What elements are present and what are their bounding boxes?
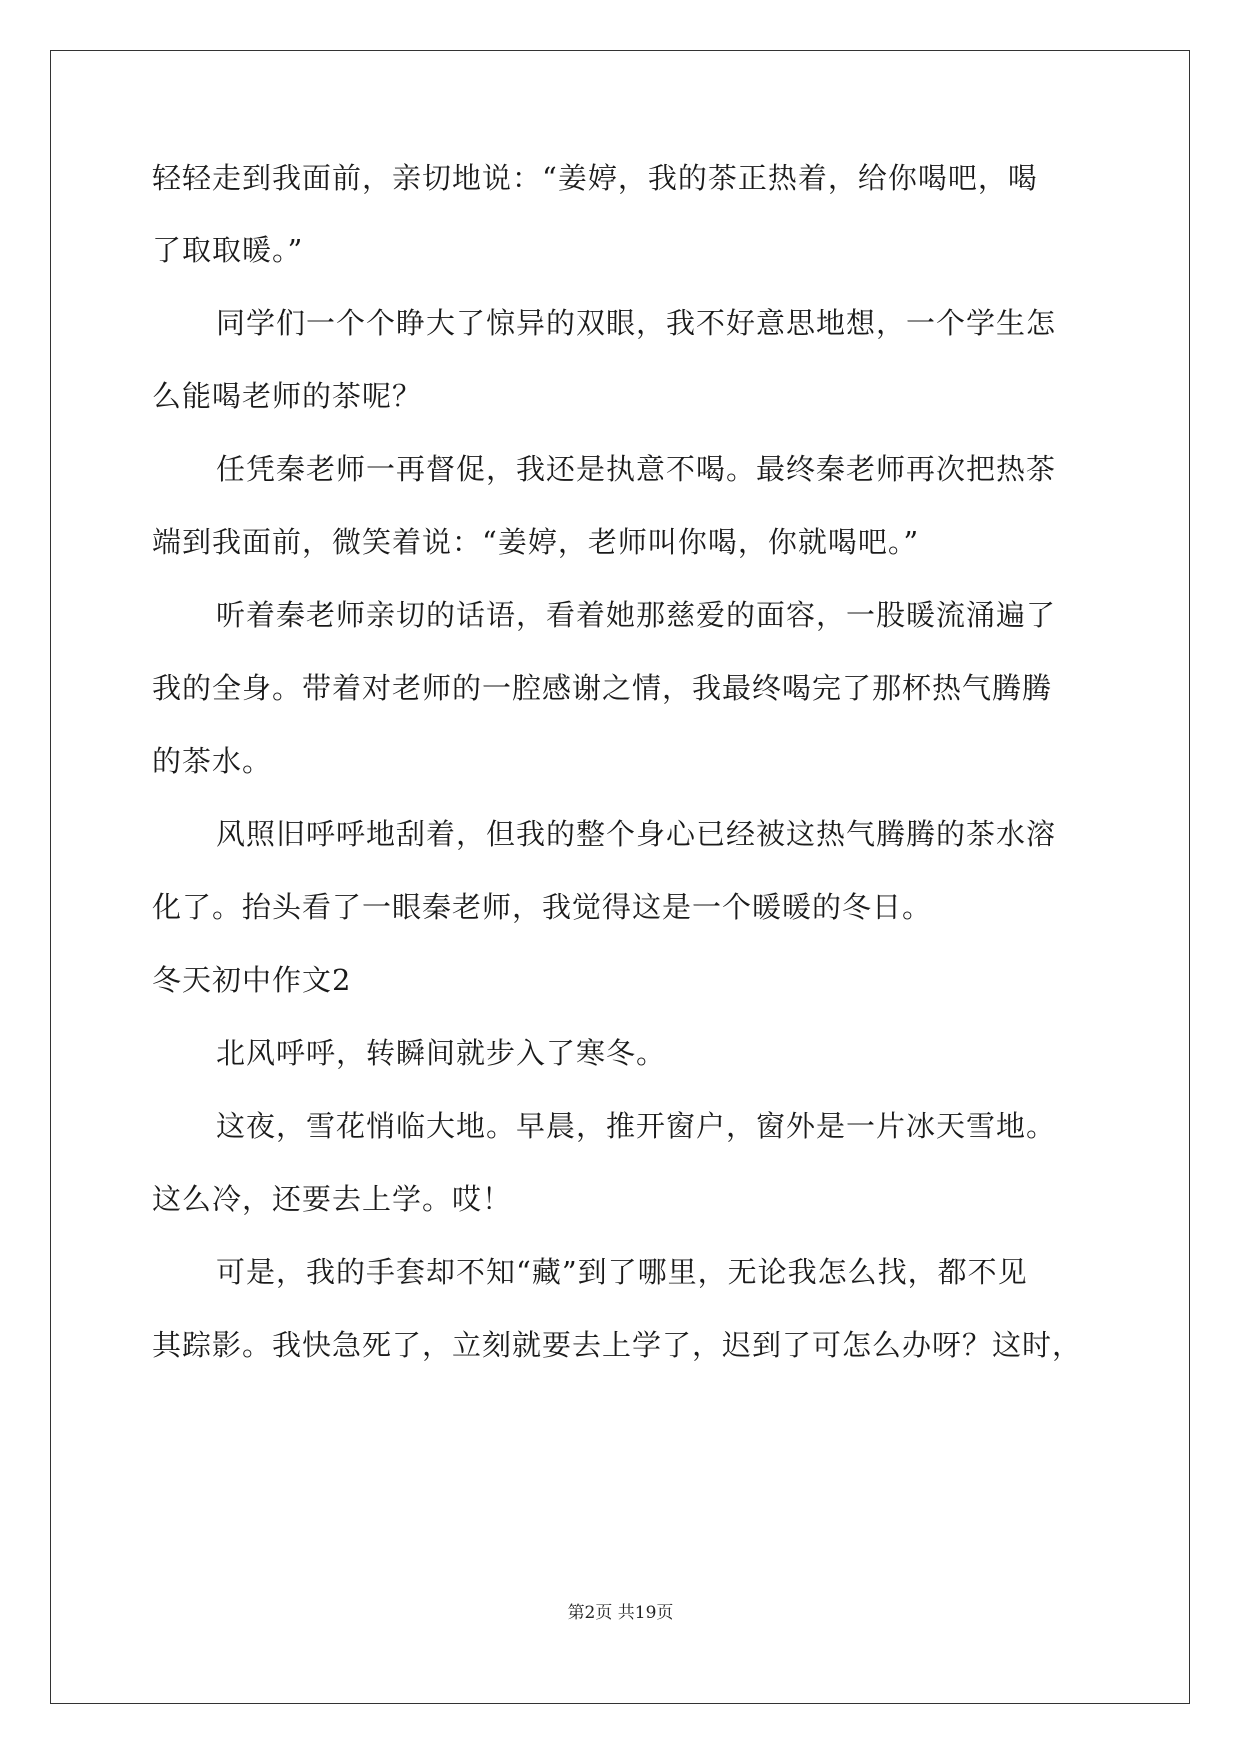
paragraph-first-line: 可是，我的手套却不知“藏”到了哪里，无论我怎么找，都不见 (216, 1255, 1028, 1289)
text-line: 我的全身。带着对老师的一腔感谢之情，我最终喝完了那杯热气腾腾 (152, 671, 1053, 705)
text-line: 轻轻走到我面前，亲切地说：“姜婷，我的茶正热着，给你喝吧，喝 (152, 161, 1038, 195)
text-line: 端到我面前，微笑着说：“姜婷，老师叫你喝，你就喝吧。” (152, 525, 920, 559)
paragraph-first-line: 这夜，雪花悄临大地。早晨，推开窗户，窗外是一片冰天雪地。 (216, 1109, 1057, 1143)
text-line: 了取取暖。” (152, 233, 304, 267)
section-heading: 冬天初中作文2 (152, 963, 352, 997)
text-line: 么能喝老师的茶呢？ (152, 379, 423, 413)
text-line: 的茶水。 (152, 744, 273, 778)
page-number-footer: 第2页 共19页 (567, 1603, 674, 1623)
text-line: 化了。抬头看了一眼秦老师，我觉得这是一个暖暖的冬日。 (152, 890, 933, 924)
paragraph-first-line: 同学们一个个睁大了惊异的双眼，我不好意思地想，一个学生怎 (216, 306, 1057, 340)
paragraph-first-line: 任凭秦老师一再督促，我还是执意不喝。最终秦老师再次把热茶 (216, 452, 1057, 486)
paragraph-first-line: 听着秦老师亲切的话语，看着她那慈爱的面容，一股暖流涌遍了 (216, 598, 1057, 632)
page-frame (50, 50, 1190, 1704)
text-line: 其踪影。我快急死了，立刻就要去上学了，迟到了可怎么办呀？这时， (152, 1328, 1083, 1362)
paragraph-first-line: 北风呼呼，转瞬间就步入了寒冬。 (216, 1036, 667, 1070)
paragraph-first-line: 风照旧呼呼地刮着，但我的整个身心已经被这热气腾腾的茶水溶 (216, 817, 1057, 851)
text-line: 这么冷，还要去上学。哎！ (152, 1182, 513, 1216)
